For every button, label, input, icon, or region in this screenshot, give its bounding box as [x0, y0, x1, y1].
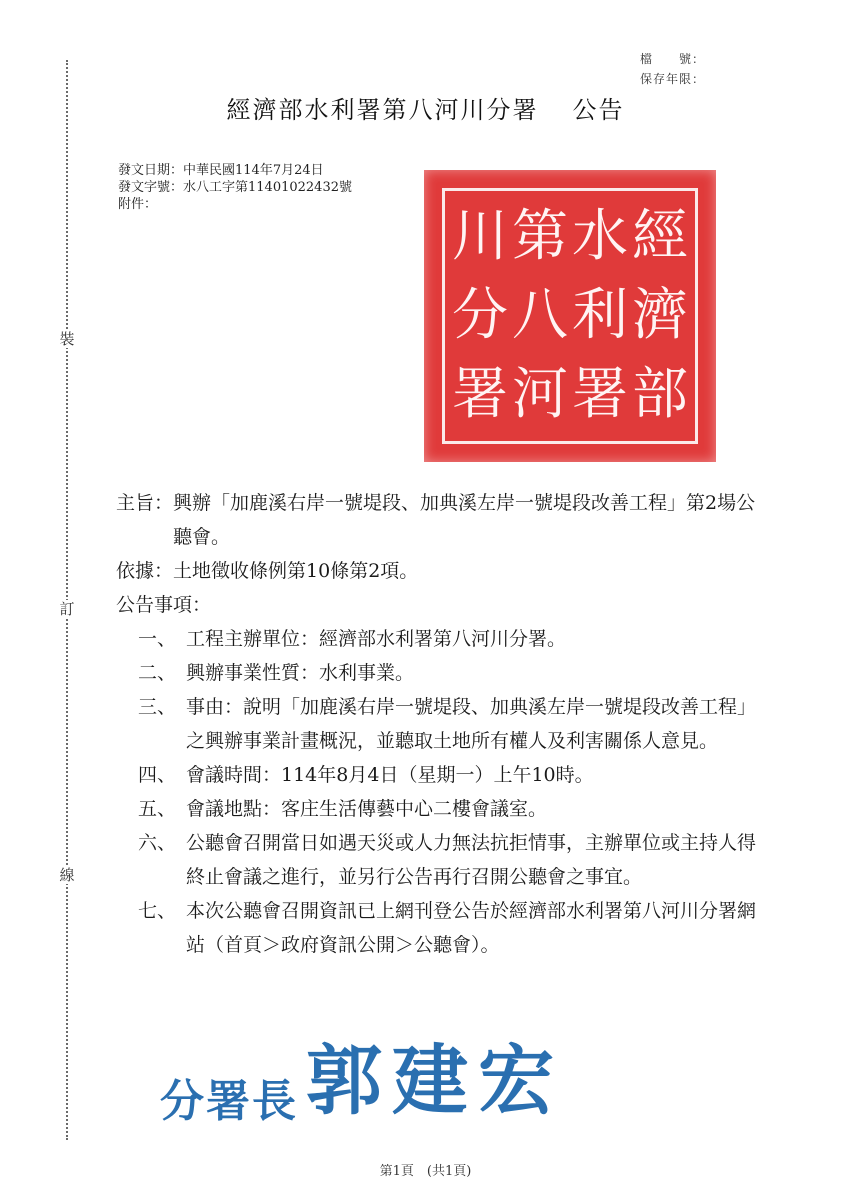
subject [116, 486, 766, 554]
seal-char: 八 [512, 282, 568, 348]
list-item [116, 894, 766, 962]
item-text: 工程主辦單位：經濟部水利署第八河川分署。 [186, 628, 567, 650]
seal-char: 第 [512, 204, 568, 270]
item-text: 興辦事業性質：水利事業。 [186, 662, 415, 684]
list-item [116, 622, 766, 656]
signature-stamp [160, 1020, 564, 1129]
item-text: 公聽會召開當日如遇天災或人力無法抗拒情事，主辦單位或主持人得終止會議之進行，並另行公告再行召開公聽會之事宜。 [186, 832, 757, 888]
item-number: 一、 [138, 628, 177, 650]
seal-char: 河 [512, 361, 568, 427]
title-agency: 經濟部水利署第八河川分署 [226, 96, 539, 124]
list-item [116, 758, 766, 792]
document-info [118, 162, 352, 213]
issue-number: 發文字號：水八工字第11401022432號 [118, 180, 352, 195]
basis-label: 依據： [116, 560, 174, 582]
binding-mark-bind: 裝 [59, 330, 75, 348]
item-text: 會議地點：客庄生活傳藝中心二樓會議室。 [186, 798, 548, 820]
item-number: 七、 [138, 900, 177, 922]
notice-heading: 公告事項： [116, 594, 212, 616]
list-item [116, 792, 766, 826]
seal-char: 水 [572, 204, 628, 270]
subject-text: 興辦「加鹿溪右岸一號堤段、加典溪左岸一號堤段改善工程」第2場公聽會。 [173, 492, 756, 548]
item-number: 二、 [138, 662, 177, 684]
item-text: 事由：說明「加鹿溪右岸一號堤段、加典溪左岸一號堤段改善工程」之興辦事業計畫概況，並聽取土地所有權人及利害關係人意見。 [186, 696, 757, 752]
seal-char: 川 [452, 204, 508, 270]
seal-char: 濟 [632, 282, 688, 348]
list-item [116, 690, 766, 758]
list-item [116, 656, 766, 690]
seal-char: 署 [572, 361, 628, 427]
issue-date: 發文日期：中華民國114年7月24日 [118, 163, 324, 178]
page-title [0, 90, 851, 125]
notice-body [116, 486, 766, 962]
item-number: 四、 [138, 764, 177, 786]
signature-name: 郭建宏 [306, 1036, 564, 1125]
seal-char: 經 [632, 204, 688, 270]
title-doc-type: 公告 [572, 96, 625, 124]
page-number: 第1頁 (共1頁) [379, 1164, 472, 1179]
item-number: 三、 [138, 696, 177, 718]
attachment: 附件： [118, 197, 158, 212]
item-number: 六、 [138, 832, 177, 854]
subject-label: 主旨： [116, 492, 174, 514]
basis [116, 554, 766, 588]
seal-char: 利 [572, 282, 628, 348]
seal-char: 部 [632, 361, 688, 427]
item-number: 五、 [138, 798, 177, 820]
retention-period-label: 保存年限： [640, 72, 706, 86]
seal-char: 分 [452, 282, 508, 348]
official-seal [424, 170, 716, 462]
signature-title: 分署長 [160, 1076, 298, 1127]
item-text: 本次公聽會召開資訊已上網刊登公告於經濟部水利署第八河川分署網站（首頁＞政府資訊公開＞公聽會）。 [186, 900, 757, 956]
binding-mark-line: 線 [59, 866, 75, 884]
basis-text: 土地徵收條例第10條第2項。 [173, 560, 419, 582]
item-text: 會議時間：114年8月4日（星期一）上午10時。 [186, 764, 594, 786]
file-number-label: 檔 號： [640, 52, 706, 66]
seal-characters [450, 198, 690, 434]
list-item [116, 826, 766, 894]
seal-char: 署 [452, 361, 508, 427]
binding-mark-staple: 訂 [59, 600, 75, 618]
